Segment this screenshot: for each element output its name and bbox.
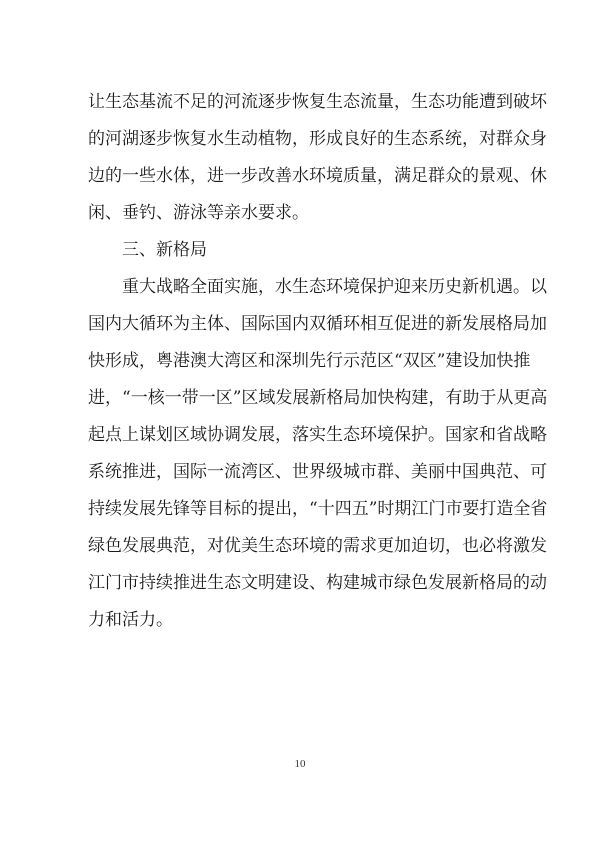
paragraph-1-line-3: 边的一些水体，进一步改善水环境质量，满足群众的景观、休 (88, 166, 547, 186)
paragraph-2-line-1: 重大战略全面实施，水生态环境保护迎来历史新机遇。以 (122, 277, 547, 297)
paragraph-2-line-2: 国内大循环为主体、国际国内双循环相互促进的新发展格局加 (88, 314, 547, 334)
paragraph-1-line-2: 的河湖逐步恢复水生动植物，形成良好的生态系统，对群众身 (88, 129, 547, 149)
paragraph-2-line-7: 持续发展先锋等目标的提出，“十四五”时期江门市要打造全省 (88, 499, 548, 519)
paragraph-2-line-5: 起点上谋划区域协调发展，落实生态环境保护。国家和省战略 (88, 425, 547, 445)
paragraph-2-line-8: 绿色发展典范，对优美生态环境的需求更加迫切，也必将激发 (88, 536, 547, 556)
paragraph-1-line-4: 闲、垂钓、游泳等亲水要求。 (88, 203, 309, 223)
paragraph-2-line-9: 江门市持续推进生态文明建设、构建城市绿色发展新格局的动 (88, 573, 547, 593)
paragraph-2-line-3: 快形成，粤港澳大湾区和深圳先行示范区“双区”建设加快推 (88, 351, 531, 371)
page-number: 10 (294, 758, 306, 770)
paragraph-2-line-6: 系统推进，国际一流湾区、世界级城市群、美丽中国典范、可 (88, 462, 547, 482)
paragraph-1-line-1: 让生态基流不足的河流逐步恢复生态流量，生态功能遭到破坏 (88, 92, 547, 112)
body-text (88, 84, 548, 639)
section-heading: 三、新格局 (122, 240, 207, 260)
paragraph-2-line-10: 力和活力。 (88, 610, 173, 630)
paragraph-2-line-4: 进，“一核一带一区”区域发展新格局加快构建，有助于从更高 (88, 388, 548, 408)
